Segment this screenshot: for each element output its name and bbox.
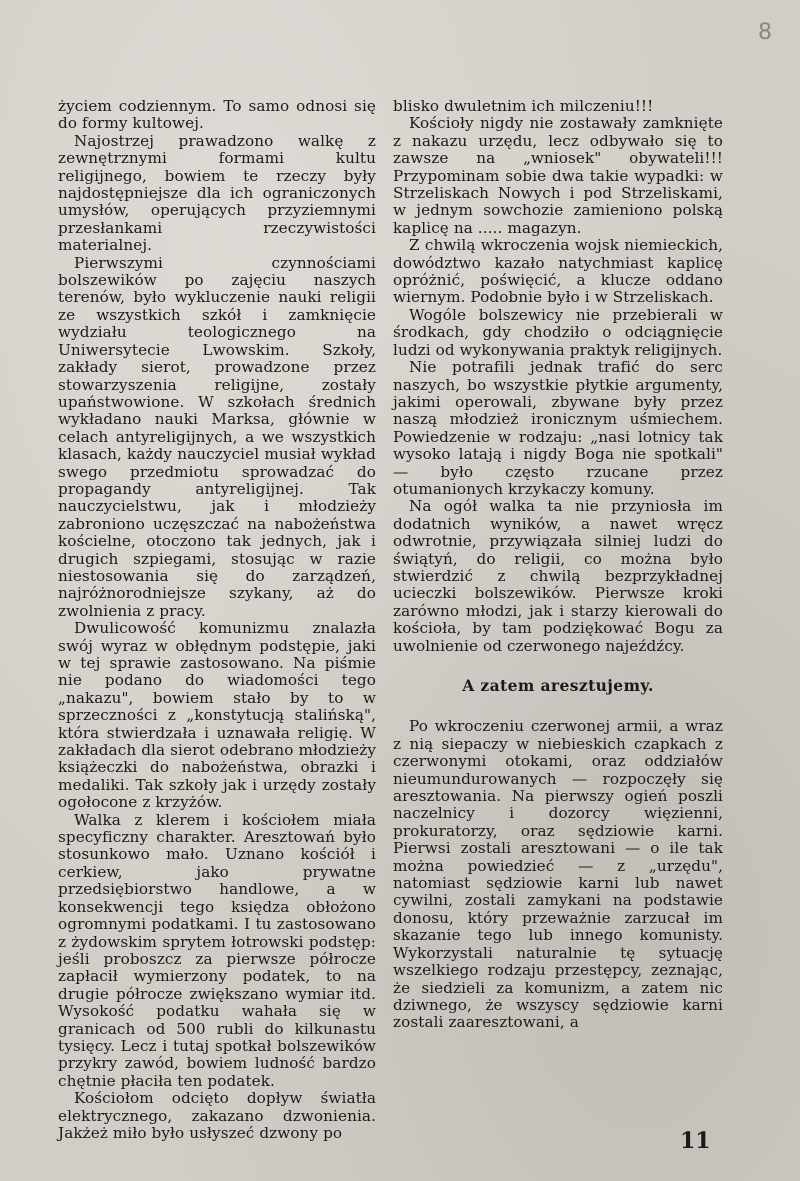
paragraph: Dwulicowość komunizmu znalazła swój wyraz w obłędnym podstępie, jaki w tej sprawie zastosowano. Na piśmie nie podano do wiadomości tego „nakazu", bowiem stało by to w sprzeczności z „konstytucją stalińską", która stwierdzała i uznawała religię. W zakładach dla sierot odebrano młodzieży książeczki do nabożeństwa, obrazki i medaliki. Tak szkoły jak i urzędy zostały ogołocone z krzyżów.	[58, 619, 376, 812]
left-column	[58, 98, 376, 1142]
paragraph: Najostrzej prawadzono walkę z zewnętrznymi formami kultu religijnego, bowiem te rzeczy były najdostępniejsze dla ich ograniczonych umysłów, operujących przyziemnymi przesłankami rzeczywistości materialnej.	[58, 131, 376, 255]
paragraph: Na ogół walka ta nie przyniosła im dodatnich wyników, a nawet wręcz odwrotnie, przywiązała silniej ludzi do świątyń, do religii, co można było stwierdzić z chwilą bezprzykładnej ucieczki bolszewików. Pierwsze kroki zarówno młodzi, jak i starzy kierowali do kościoła, by tam podziękować Bogu za uwolnienie od czerwonego najeźdźcy.	[393, 497, 723, 655]
paragraph: życiem codziennym. To samo odnosi się do formy kultowej.	[58, 97, 376, 133]
right-column-top	[393, 98, 723, 655]
handwritten-page-mark: 8	[758, 20, 772, 45]
paragraph: Z chwilą wkroczenia wojsk niemieckich, dowództwo kazało natychmiast kaplicę opróżnić, poświęcić, a klucze oddano wiernym. Podobnie było i w Strzeliskach.	[393, 236, 723, 307]
paragraph: Kościoły nigdy nie zostawały zamknięte z nakazu urzędu, lecz odbywało się to zawsze na „wniosek" obywateli!!! Przypominam sobie dwa takie wypadki: w Strzeliskach Nowych i pod Strzeliskami, w jednym sowchozie zamieniono polską kaplicę na ..... magazyn.	[393, 114, 723, 237]
paragraph: blisko dwuletnim ich milczeniu!!!	[393, 97, 654, 115]
right-column	[393, 98, 723, 1032]
section-heading: A zatem aresztujemy.	[462, 676, 654, 695]
paragraph: Walka z klerem i kościołem miała specyficzny charakter. Aresztowań było stosunkowo mało. Uznano kościół i cerkiew, jako prywatne przedsiębiorstwo handlowe, a w konsekwencji tego księdza obłożono ogromnymi podatkami. I tu zastosowano z żydowskim sprytem łotrowski podstęp: jeśli proboszcz za pierwsze półrocze zapłacił wymierzony podatek, to na drugie półrocze zwiększano wymiar itd. Wysokość podatku wahała się w granicach od 500 rubli do kilkunastu tysięcy. Lecz i tutaj spotkał bolszewików przykry zawód, bowiem ludność bardzo chętnie płaciła ten podatek.	[58, 810, 376, 1090]
paragraph: Nie potrafili jednak trafić do serc naszych, bo wszystkie płytkie argumenty, jakimi operowali, zbywane były przez naszą młodzież ironicznym uśmiechem. Powiedzenie w rodzaju: „nasi lotnicy tak wysoko latają i nigdy Boga nie spotkali" — było często rzucane przez otumanionych krzykaczy komuny.	[393, 358, 723, 498]
paragraph: Po wkroczeniu czerwonej armii, a wraz z nią siepaczy w niebieskich czapkach z czerwonymi otokami, oraz oddziałów nieumundurowanych — rozpoczęły się aresztowania. Na pierwszy ogień poszli naczelnicy i dozorcy więzienni, prokuratorzy, oraz sędziowie karni. Pierwsi zostali aresztowani — o ile tak można powiedzieć — z „urzędu", natomiast sędziowie karni lub nawet cywilni, zostali zamykani na podstawie donosu, który przeważnie zarzucał im skazanie tego lub innego komunisty. Wykorzystali naturalnie tę sytuację wszelkiego rodzaju przestępcy, zeznając, że siedzieli za komunizm, a zatem nic dziwnego, że wszyscy sędziowie karni zostali zaaresztowani, a	[393, 717, 723, 1032]
right-column-bottom	[393, 718, 723, 1031]
paragraph: Kościołom odcięto dopływ światła elektrycznego, zakazano dzwonienia. Jakżeż miło było usłyszeć dzwony po	[58, 1089, 376, 1142]
paragraph: Wogóle bolszewicy nie przebierali w środkach, gdy chodziło o odciągnięcie ludzi od wykonywania praktyk religijnych.	[393, 305, 723, 359]
page-number: 11	[680, 1128, 711, 1154]
paragraph: Pierwszymi czynnościami bolszewików po zajęciu naszych terenów, było wykluczenie nauki religii ze wszystkich szkół i zamknięcie wydziału teologicznego na Uniwersytecie Lwowskim. Szkoły, zakłady sierot, prowadzone przez stowarzyszenia religijne, zostały upaństwowione. W szkołach średnich wykładano nauki Marksa, głównie w celach antyreligijnych, a we wszystkich klasach, każdy nauczyciel musiał wykład swego przedmiotu sprowadzać do propagandy antyreligijnej. Tak nauczycielstwu, jak i młodzieży zabroniono uczęszczać na nabożeństwa kościelne, otoczono tak jednych, jak i drugich szpiegami, stosując w razie niestosowania się do zarządzeń, najróżnorodniejsze szykany, aż do zwolnienia z pracy.	[58, 253, 376, 620]
